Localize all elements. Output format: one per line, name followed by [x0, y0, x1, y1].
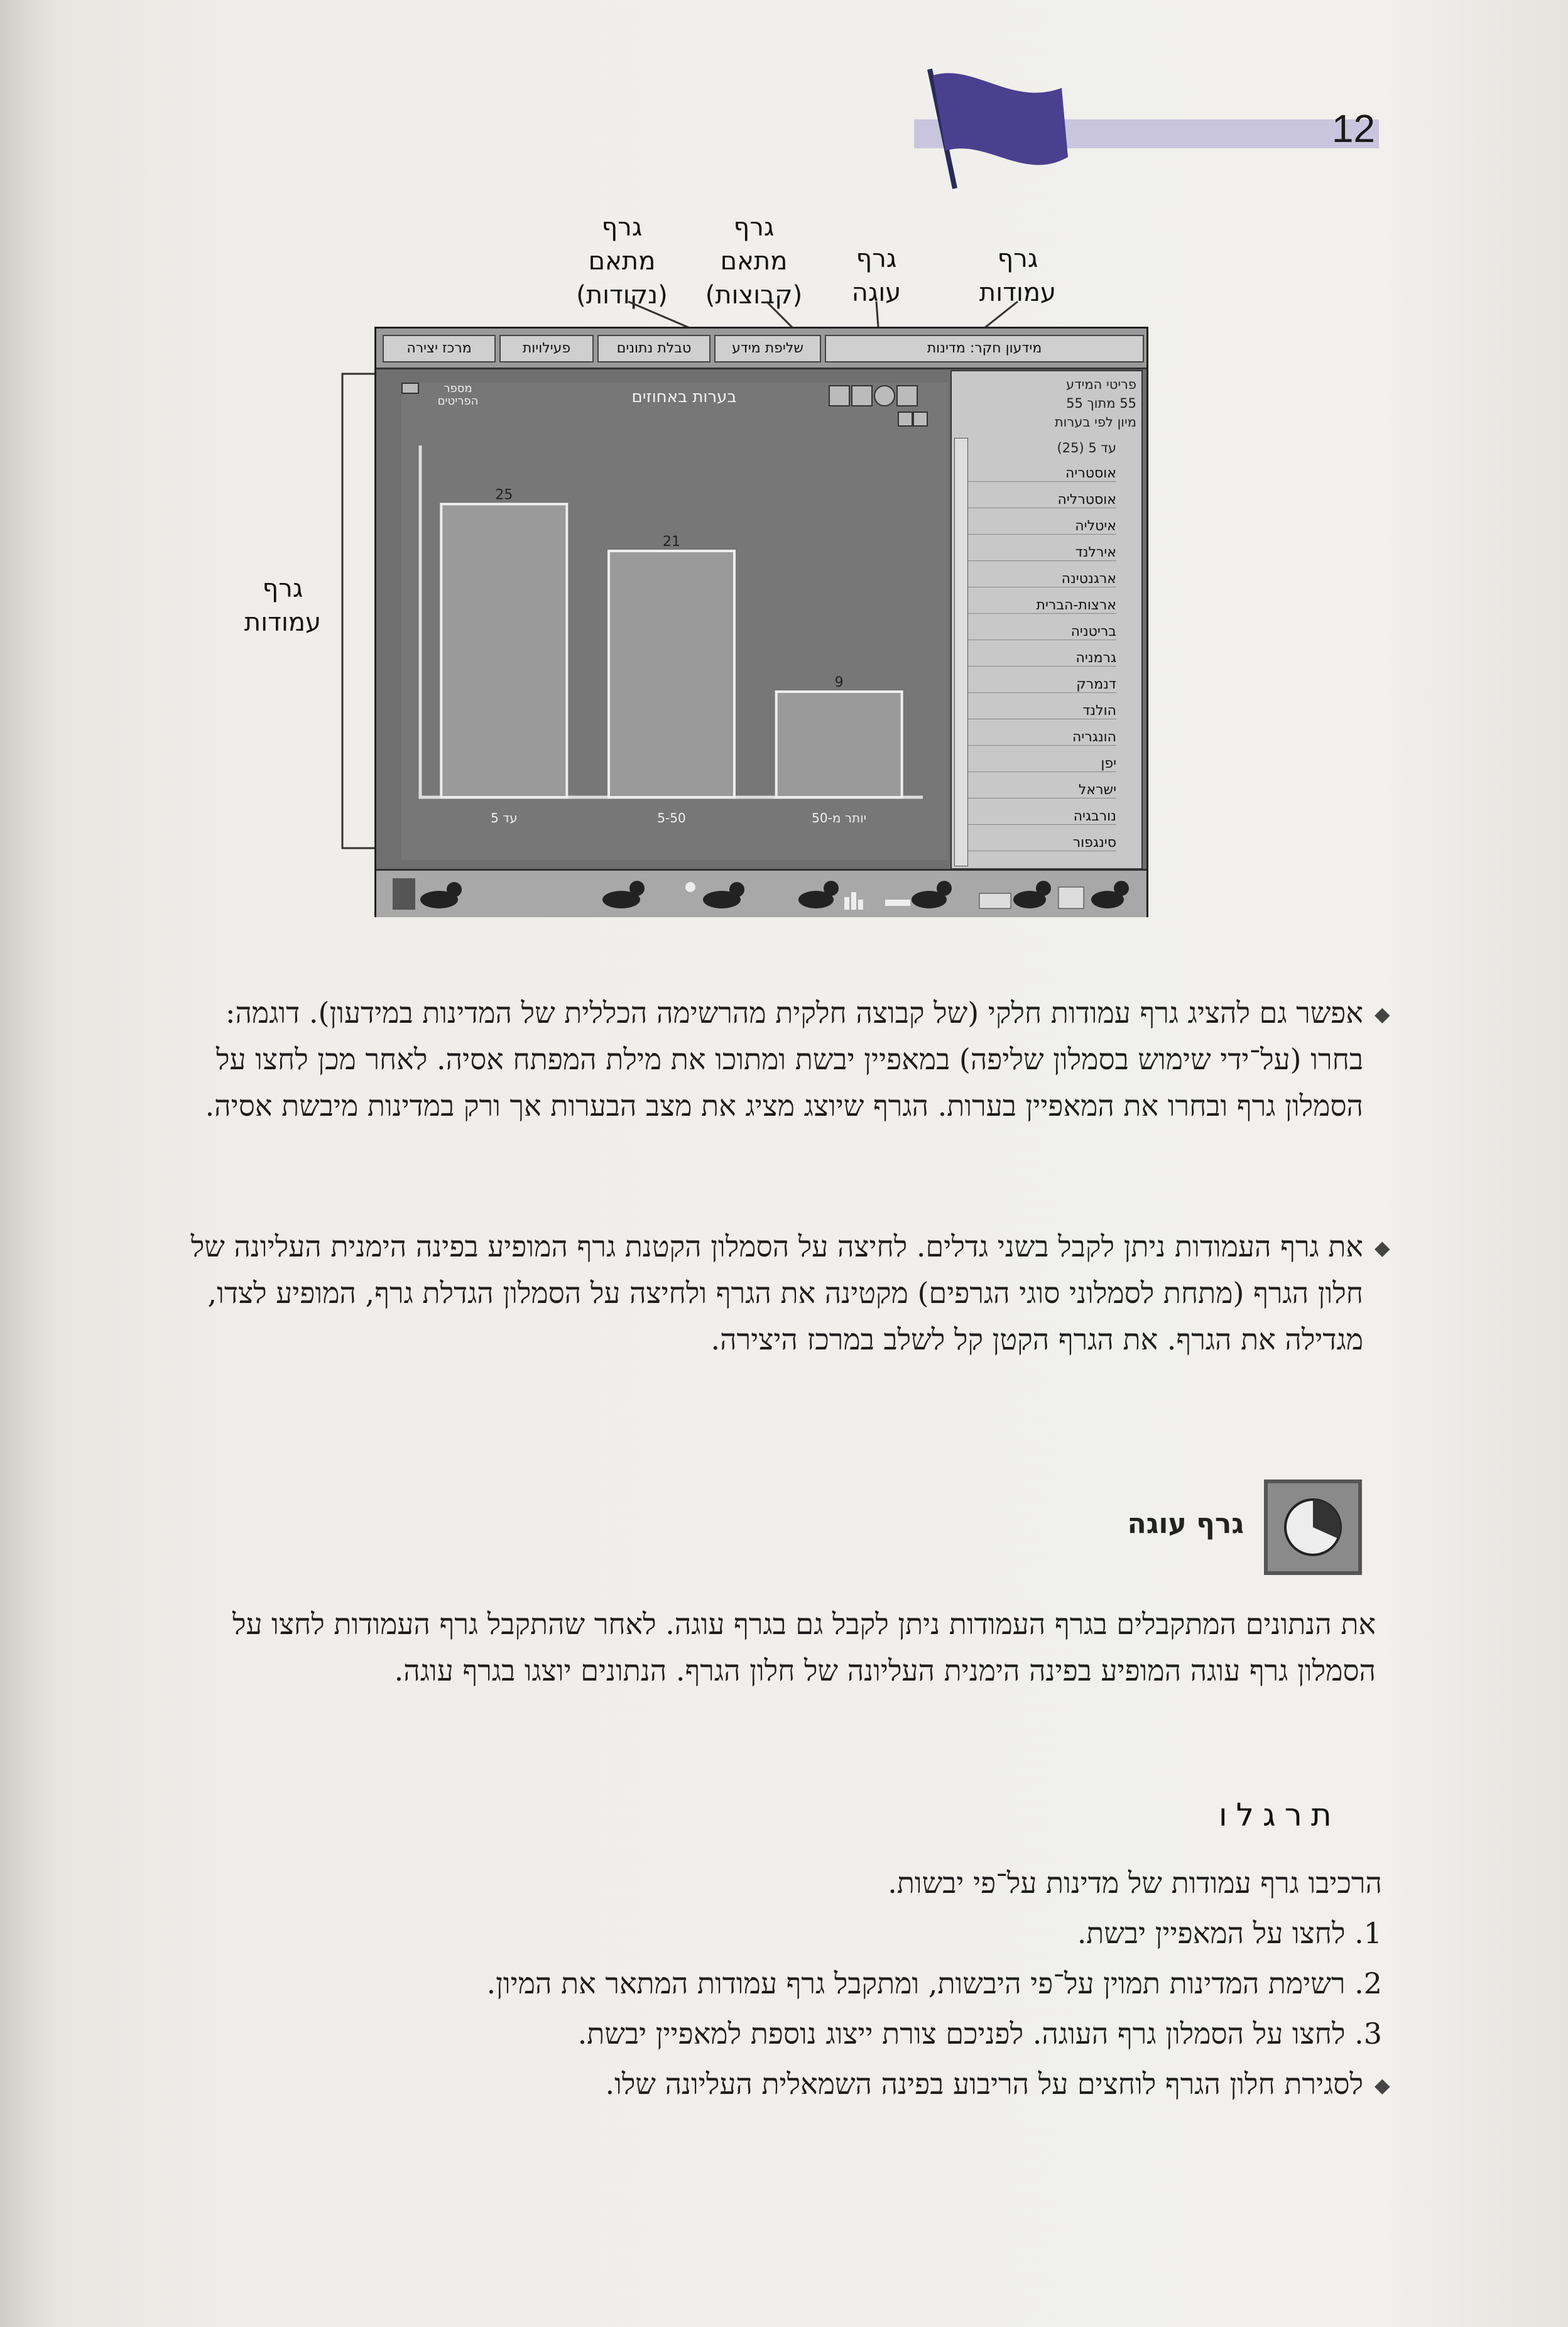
- exercise-intro: הרכיבו גרף עמודות של מדינות על־פי יבשות.: [888, 1866, 1382, 1900]
- graph-title: בערות באחוזים: [631, 388, 737, 406]
- category-label: 5-50: [657, 810, 686, 826]
- country-list-item[interactable]: ארגנטינה: [966, 571, 1116, 587]
- country-list-item[interactable]: נורבגיה: [966, 809, 1116, 825]
- tab-info-retrieval[interactable]: שליפת מידע: [714, 335, 821, 362]
- country-list-item[interactable]: דנמרק: [966, 677, 1116, 693]
- callout-scatter-graph: גרף מתאם (נקודות): [576, 213, 668, 310]
- callout-group-graph: גרף מתאם (קבוצות): [705, 213, 803, 310]
- pie-chart-icon: [1264, 1480, 1362, 1575]
- cat-table-icon[interactable]: [879, 875, 967, 912]
- graph-type-icons: [829, 383, 917, 408]
- bottom-toolbar: [376, 869, 1146, 917]
- country-list-item[interactable]: ארצות-הברית: [966, 597, 1116, 614]
- bar-graph-icon[interactable]: [896, 385, 918, 406]
- category-label: יותר מ-50: [812, 810, 867, 826]
- page-number: 12: [1332, 107, 1375, 151]
- cat-door-icon[interactable]: [389, 875, 477, 912]
- list-group-header: עד 5 (25): [1057, 440, 1116, 455]
- bar-chart: [401, 420, 948, 860]
- callout-pie-graph: גרף עוגה: [851, 244, 901, 307]
- close-graph-box[interactable]: [401, 383, 419, 394]
- country-list-item[interactable]: בריטניה: [966, 624, 1116, 640]
- bar-0[interactable]: [441, 504, 567, 797]
- country-list-item[interactable]: גרמניה: [966, 650, 1116, 667]
- exercise-heading: תרגלו: [1219, 1797, 1341, 1833]
- country-list-item[interactable]: אוסטריה: [966, 466, 1116, 482]
- bar-2[interactable]: [776, 692, 902, 797]
- window-tab-bar: [376, 329, 1146, 369]
- panel-header: פריטי המידע 55 מתוך 55 מיון לפי בערות: [1054, 377, 1136, 430]
- cat-retrieve-icon[interactable]: [577, 875, 665, 912]
- cat-chart-icon[interactable]: [785, 875, 873, 912]
- tab-creation-center[interactable]: מרכז יצירה: [383, 335, 496, 362]
- exercise-step-2: 2. רשימת המדינות תמוין על־פי היבשות, ומתקבל גרף עמודות המתאר את המיון.: [486, 1966, 1382, 2000]
- country-list-item[interactable]: אירלנד: [966, 545, 1116, 561]
- country-list: [953, 466, 1141, 868]
- paragraph-pie-graph: את הנתונים המתקבלים בגרף העמודות ניתן לקבל גם בגרף עוגה. לאחר שהתקבל גרף העמודות לחצו על הסמלון גרף עוגה המופיע בפינה הימנית העליונה של חלון הגרף. הנתונים יוצגו בגרף עוגה.: [232, 1607, 1376, 1687]
- graph-area: [401, 383, 948, 860]
- exercise-step-1: 1. לחצו על המאפיין יבשת.: [1077, 1916, 1382, 1950]
- bar-value-label: 25: [495, 487, 513, 503]
- paragraph-partial-bar-graph: אפשר גם להציג גרף עמודות חלקי (של קבוצה חלקית מהרשימה הכללית של המדינות במידעון). דוגמה: בחרו (על־ידי שימוש בסמלון שליפה) במאפיין יבשת ומתוכו את מילת המפתח אסיה. לאחר מכן לחצו על הסמלון גרף ובחרו את המאפיין בערות. הגרף שיוצג מציג את מצב הבערות אך ורק במדינות מיבשת אסיה.: [205, 996, 1363, 1123]
- category-label: עד 5: [491, 810, 518, 826]
- bullet-1: ◆: [1375, 1002, 1390, 1026]
- graph-side-label: מספר הפריטים: [437, 382, 479, 408]
- paragraph-graph-sizes: את גרף העמודות ניתן לקבל בשני גדלים. לחיצה על הסמלון הקטנת גרף המופיע בפינה הימנית העליונה של חלון הגרף (מתחת לסמלוני סוגי הגרפים) מקטינה את הגרף ולחיצה על הסמלון הגדלת גרף, המופיע לצדו, מגדילה את הגרף. את הגרף הקטן קל לשלב במרכז היצירה.: [190, 1229, 1363, 1356]
- bar-value-label: 21: [663, 534, 680, 550]
- country-list-item[interactable]: ישראל: [966, 782, 1116, 798]
- list-scrollbar[interactable]: [954, 438, 968, 866]
- tab-research-countries[interactable]: מידעון חקר: מדינות: [825, 335, 1144, 362]
- cat-idea-icon[interactable]: [672, 875, 760, 912]
- bullet-close: ◆: [1375, 2073, 1390, 2097]
- callout-bar-graph: גרף עמודות: [979, 244, 1057, 307]
- close-window-note: לסגירת חלון הגרף לוחצים על הריבוע בפינה השמאלית העליונה שלו.: [605, 2067, 1363, 2101]
- scatter-graph-icon[interactable]: [829, 385, 850, 406]
- exercise-step-3: 3. לחצו על הסמלון גרף העוגה. לפניכם צורת ייצוג נוספת למאפיין יבשת.: [577, 2017, 1382, 2051]
- bar-value-label: 9: [834, 675, 844, 690]
- cat-create-icon[interactable]: [1055, 875, 1143, 912]
- tab-activities[interactable]: פעילויות: [499, 335, 594, 362]
- app-window-screenshot: [374, 327, 1148, 917]
- tab-data-table[interactable]: טבלת נתונים: [597, 335, 710, 362]
- country-list-item[interactable]: הונגריה: [966, 729, 1116, 746]
- callout-side-bar-graph: גרף עמודות: [244, 574, 322, 637]
- cat-bricks-icon[interactable]: [973, 875, 1061, 912]
- country-list-item[interactable]: יפן: [966, 756, 1116, 772]
- pie-graph-icon[interactable]: [874, 385, 895, 406]
- country-list-item[interactable]: סינגפור: [966, 835, 1116, 851]
- country-list-item[interactable]: הולנד: [966, 703, 1116, 719]
- country-list-item[interactable]: איטליה: [966, 518, 1116, 535]
- bar-1[interactable]: [609, 551, 734, 797]
- pie-graph-heading: גרף עוגה: [1127, 1508, 1244, 1540]
- items-list-panel: [950, 370, 1143, 869]
- country-list-item[interactable]: אוסטרליה: [966, 492, 1116, 508]
- group-graph-icon[interactable]: [851, 385, 873, 406]
- bullet-2: ◆: [1375, 1236, 1390, 1260]
